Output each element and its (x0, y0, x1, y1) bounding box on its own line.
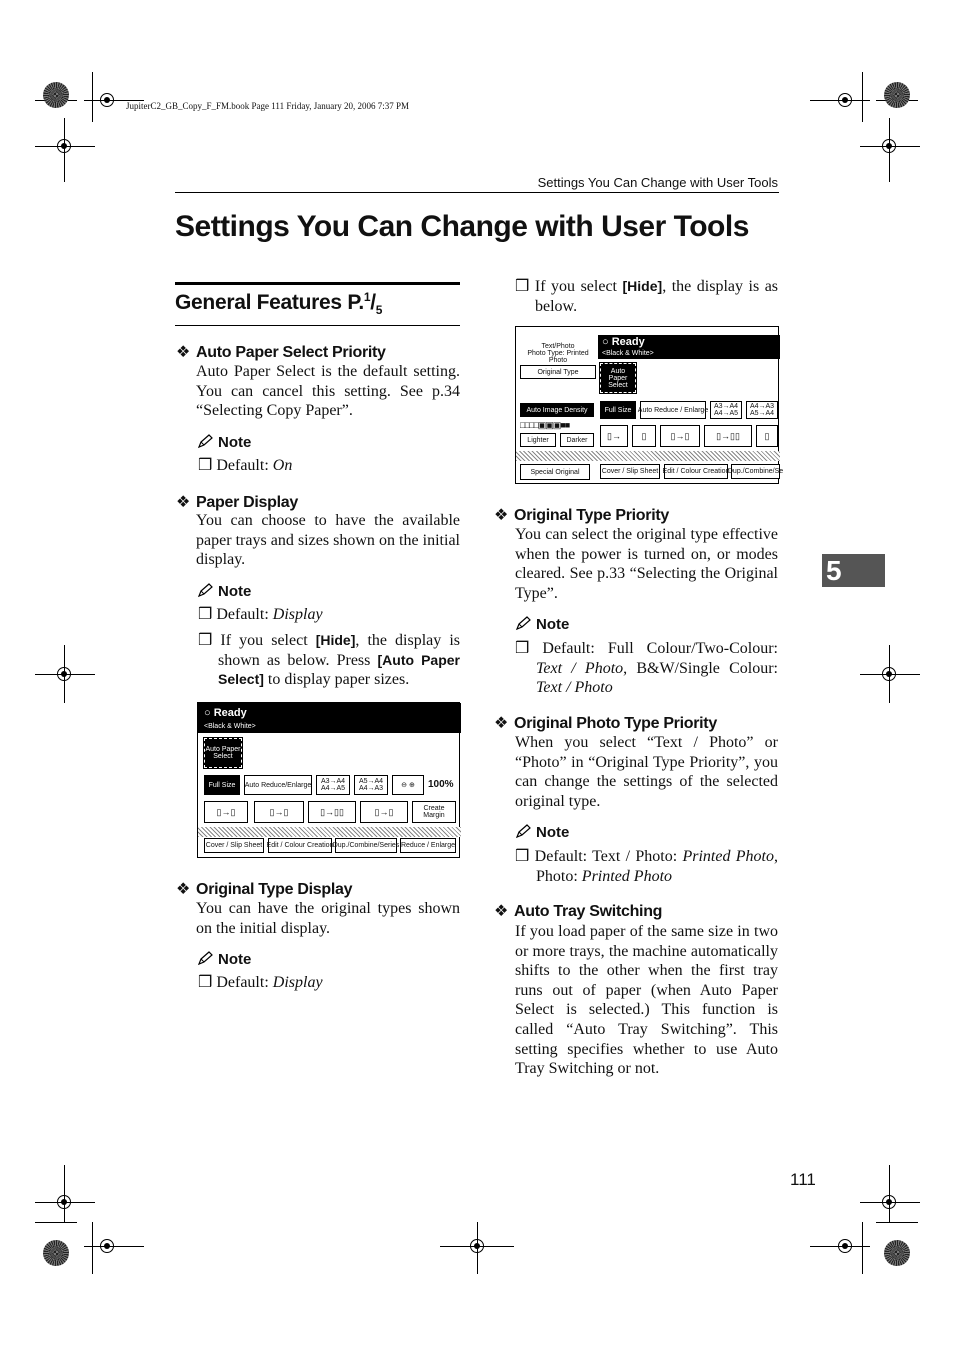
duplex-icon[interactable]: ▯→▯ (660, 425, 700, 447)
zoom-button[interactable]: ⊖ ⊕ (392, 775, 424, 795)
feature-original-type-priority: ❖ Original Type Priority (494, 507, 669, 524)
reduce-enlarge-tab[interactable]: Reduce / Enlarge (400, 838, 456, 853)
ratio-button-2[interactable]: A4→A3 A5→A4 (746, 401, 778, 419)
original-type-display-default: ❒ Default: Display (198, 974, 323, 991)
page-title: Settings You Can Change with User Tools (175, 210, 749, 243)
auto-image-density-button[interactable]: Auto Image Density (520, 403, 594, 417)
file-info: JupiterC2_GB_Copy_F_FM.book Page 111 Friday, January 20, 2006 7:37 PM (126, 101, 410, 111)
density-scale: □□□□▣▣▣■■ (520, 420, 570, 430)
running-head: Settings You Can Change with User Tools (537, 175, 778, 190)
darker-button[interactable]: Darker (560, 433, 594, 447)
series-icon[interactable]: ▯ (756, 425, 778, 447)
page-number: 111 (790, 1170, 816, 1189)
pencil-icon (198, 583, 214, 597)
auto-reduce-enlarge-button[interactable]: Auto Reduce/Enlarge (244, 775, 312, 795)
series-icon[interactable]: ▯→▯ (360, 801, 408, 823)
duplex-icon[interactable]: ▯→ (600, 425, 628, 447)
pencil-icon (516, 824, 532, 838)
edit-colour-tab[interactable]: Edit / Colour Creation (268, 838, 332, 853)
status-bar: ○ Ready <Black & White> (198, 703, 461, 733)
create-margin-button[interactable]: Create Margin (412, 801, 456, 823)
original-type-priority-body: You can select the original type effective when the power is turned on, or modes cleared. See p.33 “Selecting the Original Type”. (515, 526, 778, 602)
ratio-button-1[interactable]: A3→A4 A4→A5 (710, 401, 742, 419)
cover-slip-sheet-tab[interactable]: Cover / Slip Sheet (600, 464, 660, 479)
original-photo-priority-body: When you select “Text / Photo” or “Photo” in “Original Type Priority”, you can change the settings of the selected original type. (515, 734, 778, 810)
feature-auto-paper-select-priority: ❖ Auto Paper Select Priority (176, 344, 386, 361)
auto-reduce-enlarge-button[interactable]: Auto Reduce / Enlarge (640, 401, 706, 419)
original-photo-priority-default: ❒ Default: Text / Photo: Printed Photo, Photo: Printed Photo (515, 848, 778, 885)
zoom-value: 100% (428, 779, 454, 790)
note-heading: Note (516, 616, 569, 633)
note-heading: Note (516, 824, 569, 841)
original-type-info: Text/Photo Photo Type: Printed Photo (527, 343, 589, 364)
lighter-button[interactable]: Lighter (520, 433, 556, 447)
note-heading: Note (198, 583, 251, 600)
full-size-button[interactable]: Full Size (600, 401, 636, 419)
duplex-icon[interactable]: ▯ (632, 425, 656, 447)
pencil-icon (198, 434, 214, 448)
ratio-button-1[interactable]: A3→A4 A4→A5 (316, 775, 350, 795)
original-type-priority-default: ❒ Default: Full Colour/Two-Colour: Text / Photo, B&W/Single Colour: Text / Photo (515, 640, 779, 697)
duplex-icon[interactable]: ▯→▯ (204, 801, 248, 823)
original-type-hide-note: ❒ If you select [Hide], the display is as below. (515, 278, 779, 315)
dup-combine-tab[interactable]: Dup./Combine/Series (335, 838, 397, 853)
paper-display-body: You can choose to have the available paper trays and sizes shown on the initial display. (196, 512, 460, 569)
ratio-button-2[interactable]: A5→A4 A4→A3 (354, 775, 388, 795)
special-original-button[interactable]: Special Original (520, 464, 590, 480)
paper-display-hide-note: ❒ If you select [Hide], the display is shown as below. Press [Auto Paper Select] to display paper sizes. (198, 632, 461, 689)
duplex-icon[interactable]: ▯→▯ (254, 801, 304, 823)
feature-auto-tray-switching: ❖ Auto Tray Switching (494, 903, 663, 920)
status-bar: ○ Ready <Black & White> (598, 335, 780, 359)
copier-screen-hidden-paper (197, 702, 460, 858)
combine-icon[interactable]: ▯→▯▯ (308, 801, 356, 823)
feature-original-type-display: ❖ Original Type Display (176, 881, 353, 898)
pencil-icon (516, 616, 532, 630)
auto-paper-select-button[interactable]: Auto Paper Select (204, 738, 242, 768)
full-size-button[interactable]: Full Size (204, 775, 240, 795)
auto-tray-body: If you load paper of the same size in two or more trays, the machine automatically shifts to the other when the first tray runs out of paper (when Auto Paper Select is selected.) This function is called “Auto Tray Switching”. This setting specifies whether to use Auto Tray Switching or not. (515, 923, 778, 1078)
section-title: General Features $P.^1/_5$ (175, 290, 383, 318)
auto-paper-select-button[interactable]: Auto Paper Select (600, 363, 636, 393)
auto-paper-body: Auto Paper Select is the default setting. You can cancel this setting. See p.34 “Selecting Copy Paper”. (196, 363, 460, 420)
section-rule-bottom (175, 325, 460, 326)
feature-paper-display: ❖ Paper Display (176, 494, 298, 511)
header-rule (175, 192, 779, 193)
copier-screen-hidden-original-type (515, 326, 784, 484)
paper-display-default: ❒ Default: Display (198, 606, 323, 623)
dup-combine-tab[interactable]: Dup./Combine/Se (731, 464, 780, 479)
cover-slip-sheet-tab[interactable]: Cover / Slip Sheet (204, 838, 264, 853)
combine-icon[interactable]: ▯→▯▯ (704, 425, 752, 447)
pencil-icon (198, 951, 214, 965)
feature-original-photo-type-priority: ❖ Original Photo Type Priority (494, 715, 717, 732)
original-type-button[interactable]: Original Type (520, 365, 596, 379)
note-heading: Note (198, 434, 251, 451)
note-heading: Note (198, 951, 251, 968)
edit-colour-tab[interactable]: Edit / Colour Creation (664, 464, 728, 479)
chapter-tab: 5 (822, 554, 885, 587)
original-type-display-body: You can have the original types shown on the initial display. (196, 900, 460, 937)
section-rule-top (175, 282, 460, 285)
auto-paper-default: ❒ Default: On (198, 457, 293, 474)
